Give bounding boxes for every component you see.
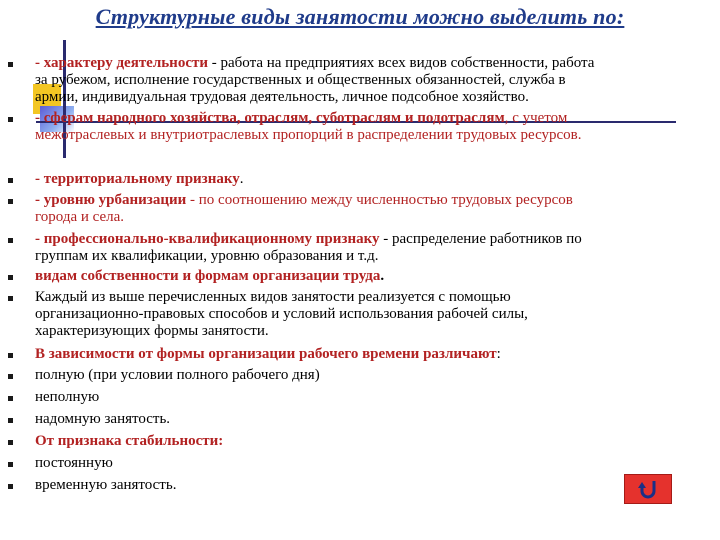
- list-item-permanent: постоянную: [35, 455, 113, 471]
- list-item-activity: - характеру деятельности - работа на предприятиях всех видов собственности, работа: [35, 55, 595, 71]
- list-item-summary: Каждый из выше перечисленных видов занятости реализуется с помощью: [35, 289, 511, 305]
- bullet-marker: [8, 484, 13, 489]
- u-turn-arrow-icon: [635, 478, 661, 500]
- list-item-continuation: межотраслевых и внутриотраслевых пропорций в распределении трудовых ресурсов.: [35, 127, 582, 143]
- term: видам собственности и формам организации труда: [35, 268, 381, 284]
- list-item-continuation: характеризующих формы занятости.: [35, 323, 269, 339]
- list-item-continuation: организационно-правовых способов и условий использования рабочей силы,: [35, 306, 528, 322]
- term: - уровню урбанизации: [35, 192, 187, 208]
- list-item-partial: неполную: [35, 389, 100, 405]
- bullet-marker: [8, 199, 13, 204]
- bullet-marker: [8, 238, 13, 243]
- bullet-marker: [8, 418, 13, 423]
- bullet-marker: [8, 374, 13, 379]
- list-item-stability-heading: От признака стабильности:: [35, 433, 224, 449]
- list-item-full: полную (при условии полного рабочего дня): [35, 367, 320, 383]
- bullet-marker: [8, 440, 13, 445]
- list-item-temporary: временную занятость.: [35, 477, 177, 493]
- list-item-urbanization: - уровню урбанизации - по соотношению между численностью трудовых ресурсов: [35, 192, 573, 208]
- slide-title: Структурные виды занятости можно выделить по:: [95, 4, 625, 29]
- bullet-marker: [8, 353, 13, 358]
- bullet-marker: [8, 296, 13, 301]
- list-item-territorial: - территориальному признаку.: [35, 171, 244, 187]
- term: - территориальному признаку: [35, 171, 240, 187]
- list-item-continuation: города и села.: [35, 209, 125, 225]
- bullet-marker: [8, 396, 13, 401]
- list-item-continuation: за рубежом, исполнение государственных и общественных обязанностей, служба в: [35, 72, 566, 88]
- term: - профессионально-квалификационному признаку: [35, 231, 380, 247]
- list-item-ownership: видам собственности и формам организации труда.: [35, 268, 385, 284]
- term: В зависимости от формы организации рабочего времени различают: [35, 346, 497, 362]
- list-item-homework: надомную занятость.: [35, 411, 171, 427]
- term: - сферам народного хозяйства, отраслям, суботраслям и подотраслям: [35, 110, 505, 126]
- list-item-working-time-heading: В зависимости от формы организации рабочего времени различают:: [35, 346, 501, 362]
- return-button[interactable]: [624, 474, 672, 504]
- term: - характеру деятельности: [35, 55, 208, 71]
- list-item-continuation: группам их квалификации, уровню образования и т.д.: [35, 248, 379, 264]
- list-item-sectors: - сферам народного хозяйства, отраслям, суботраслям и подотраслям, с учетом: [35, 110, 568, 126]
- list-item-professional: - профессионально-квалификационному признаку - распределение работников по: [35, 231, 582, 247]
- bullet-marker: [8, 117, 13, 122]
- bullet-marker: [8, 275, 13, 280]
- bullet-marker: [8, 62, 13, 67]
- bullet-marker: [8, 178, 13, 183]
- bullet-marker: [8, 462, 13, 467]
- list-item-continuation: армии, индивидуальная трудовая деятельность, личное подсобное хозяйство.: [35, 89, 529, 105]
